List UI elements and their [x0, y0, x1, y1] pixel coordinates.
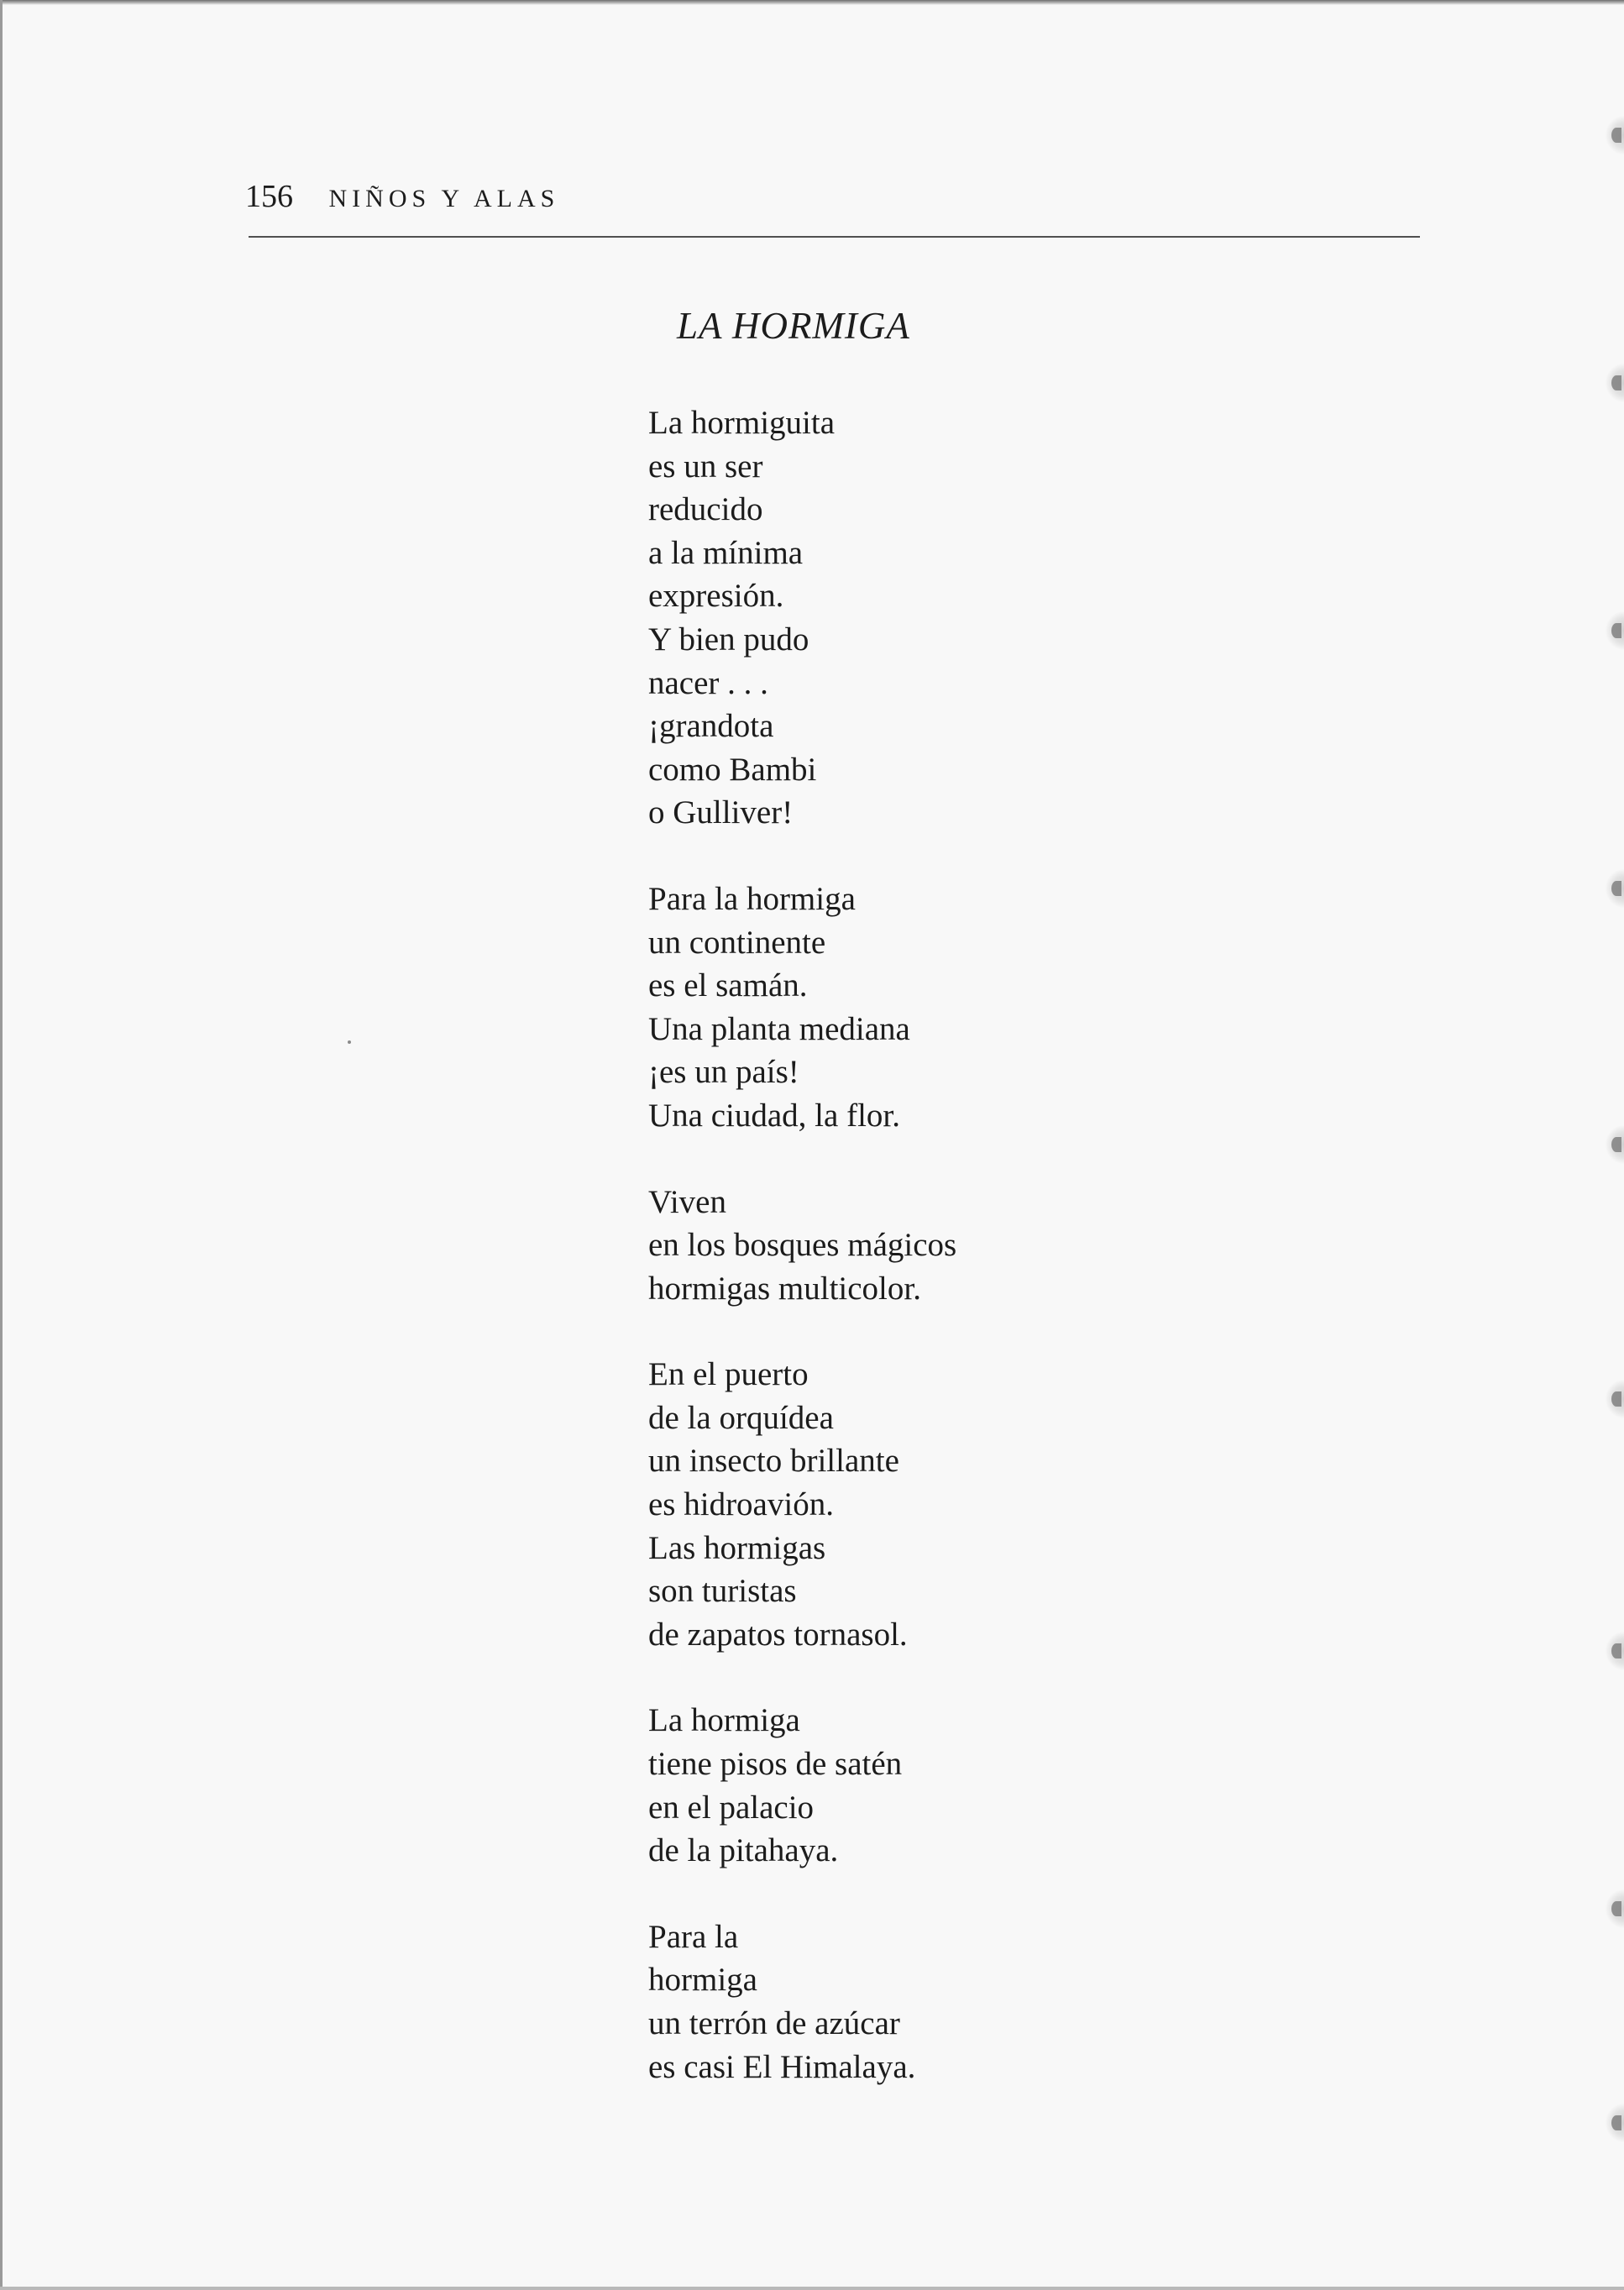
book-title: NIÑOS Y ALAS: [328, 185, 560, 212]
verse: tiene pisos de satén: [648, 1746, 903, 1783]
verse: un insecto brillante: [648, 1443, 899, 1480]
binding-hole: [1606, 1632, 1624, 1670]
verse: Una planta mediana: [648, 1010, 910, 1047]
verse: es casi El Himalaya.: [648, 2048, 916, 2085]
verse: La hormiguita: [648, 405, 836, 441]
poem-title: LA HORMIGA: [677, 305, 910, 347]
verse: un terrón de azúcar: [648, 2005, 900, 2041]
verse: nacer . . .: [648, 664, 768, 701]
verse: reducido: [648, 491, 763, 528]
verse: Viven: [648, 1183, 726, 1220]
verse: La hormiga: [648, 1702, 800, 1739]
verse: Para la hormiga: [648, 880, 856, 917]
verse: ¡es un país!: [648, 1054, 799, 1091]
verse: de zapatos tornasol.: [648, 1616, 908, 1653]
binding-hole: [1606, 869, 1624, 908]
page-number: 156: [245, 179, 293, 214]
header-rule: [249, 236, 1420, 238]
verse: expresión.: [648, 578, 784, 615]
page-left-edge: [0, 0, 3, 2290]
verse: de la orquídea: [648, 1399, 834, 1436]
stanza-3: [648, 1181, 1236, 1311]
verse: Las hormigas: [648, 1529, 826, 1566]
binding-hole: [1606, 1889, 1624, 1928]
running-head: [245, 178, 559, 220]
verse: son turistas: [648, 1573, 797, 1610]
binding-hole: [1606, 2104, 1624, 2142]
verse: en el palacio: [648, 1789, 815, 1826]
verse: ¡grandota: [648, 708, 774, 745]
verse: un continente: [648, 924, 826, 961]
verse: de la pitahaya.: [648, 1832, 839, 1869]
verse: Y bien pudo: [648, 621, 809, 658]
poem-body: [648, 401, 1236, 2131]
verse: a la mínima: [648, 534, 804, 571]
stanza-4: [648, 1353, 1236, 1656]
binding-hole: [1606, 116, 1624, 155]
verse: como Bambi: [648, 751, 817, 788]
verse: Para la: [648, 1918, 739, 1955]
binding-hole: [1606, 611, 1624, 650]
verse: hormigas multicolor.: [648, 1270, 921, 1307]
verse: Una ciudad, la flor.: [648, 1097, 900, 1134]
verse: en los bosques mágicos: [648, 1227, 957, 1264]
binding-hole: [1606, 364, 1624, 402]
stanza-5: [648, 1699, 1236, 1872]
verse: En el puerto: [648, 1356, 809, 1393]
binding-hole: [1606, 1380, 1624, 1418]
stray-mark: [348, 1040, 351, 1044]
stanza-6: [648, 1915, 1236, 2088]
verse: es un ser: [648, 448, 763, 485]
page-top-edge: [0, 0, 1624, 5]
binding-hole: [1606, 1125, 1624, 1164]
stanza-1: [648, 401, 1236, 835]
verse: hormiga: [648, 1962, 757, 1999]
verse: es el samán.: [648, 967, 808, 1004]
verse: es hidroavión.: [648, 1486, 834, 1523]
verse: o Gulliver!: [648, 794, 794, 831]
page-bottom-edge: [0, 2287, 1624, 2290]
stanza-2: [648, 878, 1236, 1138]
